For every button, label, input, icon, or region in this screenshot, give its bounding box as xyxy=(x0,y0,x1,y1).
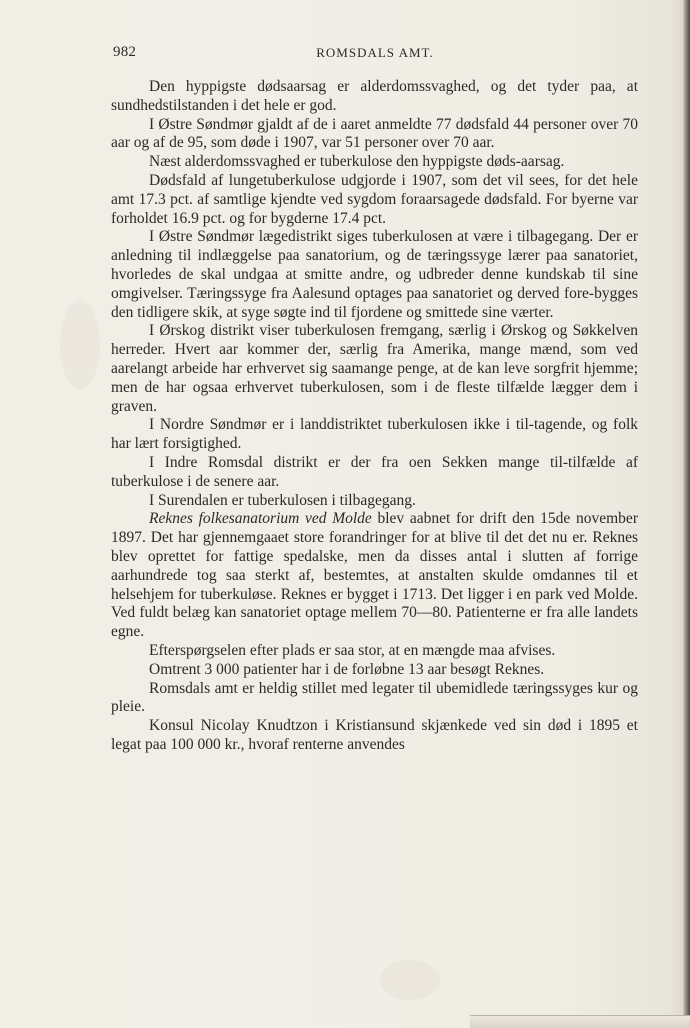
paragraph: I Surendalen er tuberkulosen i tilbagegang. xyxy=(149,491,416,509)
paragraph: Dødsfald af lungetuberkulose udgjorde i 1907, som det vil sees, for det hele amt 17.3 pct. af samtlige kjendte ved sygdom foraarsagede dødsfald. For byerne var forholdet 16.9 pct. og for bygderne 17.4 pct. xyxy=(111,171,638,227)
paragraph: I Ørskog distrikt viser tuberkulosen fremgang, særlig i Ørskog og Søkkelven herreder. Hvert aar kommer der, særlig fra Amerika, mange mænd, som ved aarelangt arbeide har erhvervet sig saamange penge, at de kan leve sorgfrit hjemme; men de har ogsaa erhvervet tuberkulosen, som i de fleste tilfælde lægger dem i graven. xyxy=(111,322,638,415)
paper-stain xyxy=(60,300,100,390)
paragraph: Den hyppigste dødsaarsag er alderdomssvaghed, og det tyder paa, at sundhedstilstanden i det hele er god. xyxy=(111,78,638,114)
paragraph: Konsul Nicolay Knudtzon i Kristiansund skjænkede ved sin død i 1895 et legat paa 100 000 kr., hvoraf renterne anvendes xyxy=(111,717,638,753)
paragraph: Næst alderdomssvaghed er tuberkulose den hyppigste døds-aarsag. xyxy=(149,153,565,171)
reknes-paragraph-text: blev aabnet for drift den 15de november 1897. Det har gjennemgaaet store forandringer for at blive til det det nu er. Reknes blev oprettet for fattige spedalske, men da disses antal i slutten af forrige aarhundrede tog saa sterkt af, bestemtes, at anstalten skulde omdannes til et helsehjem for tuberkuløse. Reknes er bygget i 1713. Det ligger i en park ved Molde. Ved fuldt belæg kan sanatoriet optage mellem 70—80. Patienterne er fra alle landets egne. xyxy=(111,510,638,641)
running-title: ROMSDALS AMT. xyxy=(316,45,434,60)
reknes-italic-lead: Reknes folkesanatorium ved Molde xyxy=(149,510,372,528)
page-header xyxy=(113,44,637,64)
paper-stain xyxy=(380,960,440,1000)
paragraph: I Nordre Søndmør er i landdistriktet tuberkulosen ikke i til-tagende, og folk har lært forsigtighed. xyxy=(111,416,638,453)
page-number: 982 xyxy=(113,44,137,60)
page-bottom-edge xyxy=(470,1015,690,1028)
paragraph: I Østre Søndmør gjaldt af de i aaret anmeldte 77 dødsfald 44 personer over 70 aar og af de 95, som døde i 1907, var 51 personer over 70 aar. xyxy=(111,115,638,152)
page-edge-shadow xyxy=(683,0,690,1028)
paragraph: I Indre Romsdal distrikt er der fra oen Sekken mange til-tilfælde af tuberkulose i de senere aar. xyxy=(111,453,638,490)
body-text xyxy=(111,78,638,755)
paragraph: Romsdals amt er heldig stillet med legater til ubemidlede tæringssyges kur og pleie. xyxy=(111,679,638,716)
paragraph: I Østre Søndmør lægedistrikt siges tuberkulosen at være i tilbagegang. Der er anledning til indlæggelse paa sanatorium, og de tæringssyge lærer paa sanatoriet, hvorledes de skal undgaa at smitte andre, og udbreder denne kundskab til sine omgivelser. Tæringssyge fra Aalesund optages paa sanatoriet og derved fore-bygges den tidligere skik, at syge søgte ind til fjordene og smittede sine værter. xyxy=(111,228,638,321)
paragraph: Omtrent 3 000 patienter har i de forløbne 13 aar besøgt Reknes. xyxy=(149,660,545,678)
paragraph: Efterspørgselen efter plads er saa stor, at en mængde maa afvises. xyxy=(149,641,556,659)
reknes-paragraph xyxy=(111,510,638,642)
